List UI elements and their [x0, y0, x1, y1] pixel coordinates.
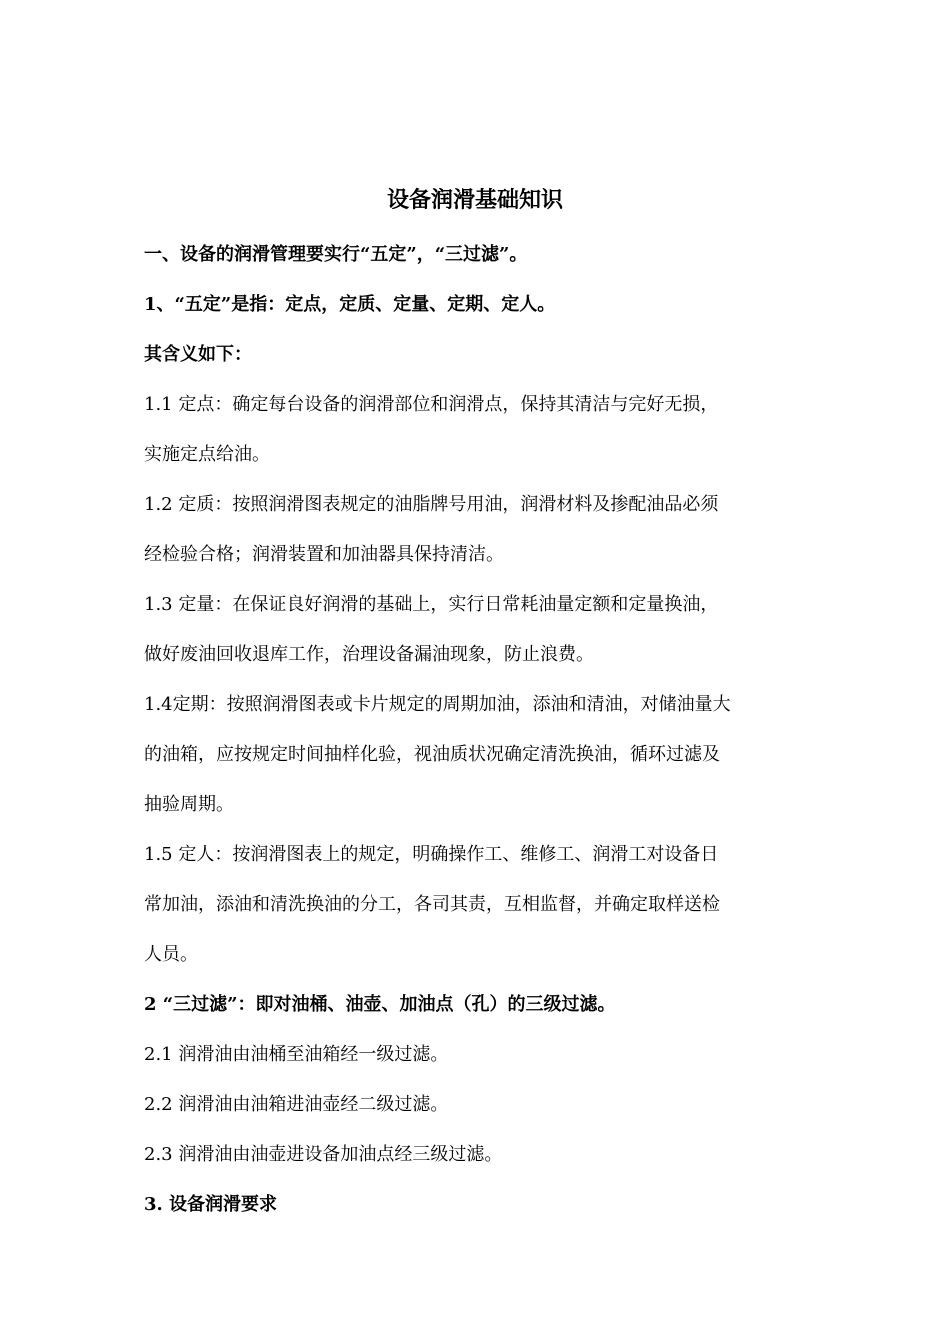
paragraph-line: 人员。: [144, 944, 198, 965]
paragraph-line: 1.4定期：按照润滑图表或卡片规定的周期加油，添油和清油，对储油量大: [144, 694, 731, 715]
paragraph-line: 实施定点给油。: [144, 444, 270, 465]
document-title: 设备润滑基础知识: [386, 187, 563, 213]
paragraph-line: 2.1 润滑油由油桶至油箱经一级过滤。: [144, 1044, 449, 1065]
subsection-heading-lubrication-requirements: 3. 设备润滑要求: [144, 1194, 278, 1215]
paragraph-line: 常加油，添油和清洗换油的分工，各司其责，互相监督，并确定取样送检: [144, 894, 720, 915]
paragraph-line: 1.1 定点：确定每台设备的润滑部位和润滑点，保持其清洁与完好无损，: [144, 394, 719, 415]
paragraph-line: 2.3 润滑油由油壶进设备加油点经三级过滤。: [144, 1144, 503, 1165]
paragraph-line: 2.2 润滑油由油箱进油壶经二级过滤。: [144, 1094, 449, 1115]
subsection-heading-three-filters: 2 “三过滤”：即对油桶、油壶、加油点（孔）的三级过滤。: [144, 994, 616, 1015]
paragraph-line: 1.3 定量：在保证良好润滑的基础上，实行日常耗油量定额和定量换油，: [144, 594, 719, 615]
paragraph-line: 抽验周期。: [144, 794, 234, 815]
section-heading-1: 一、设备的润滑管理要实行“五定”，“三过滤”。: [144, 244, 528, 265]
document-body: [144, 230, 810, 1230]
paragraph-line: 1.2 定质：按照润滑图表规定的油脂牌号用油，润滑材料及掺配油品必须: [144, 494, 719, 515]
subsection-heading-five-principles: 1、“五定”是指：定点，定质、定量、定期、定人。: [144, 294, 556, 315]
paragraph-line: 1.5 定人：按润滑图表上的规定，明确操作工、维修工、润滑工对设备日: [144, 844, 719, 865]
paragraph-line: 经检验合格；润滑装置和加油器具保持清洁。: [144, 544, 504, 565]
paragraph-line: 做好废油回收退库工作，治理设备漏油现象，防止浪费。: [144, 644, 594, 665]
paragraph-line: 的油箱，应按规定时间抽样化验，视油质状况确定清洗换油，循环过滤及: [144, 744, 720, 765]
meaning-heading: 其含义如下：: [144, 344, 252, 365]
